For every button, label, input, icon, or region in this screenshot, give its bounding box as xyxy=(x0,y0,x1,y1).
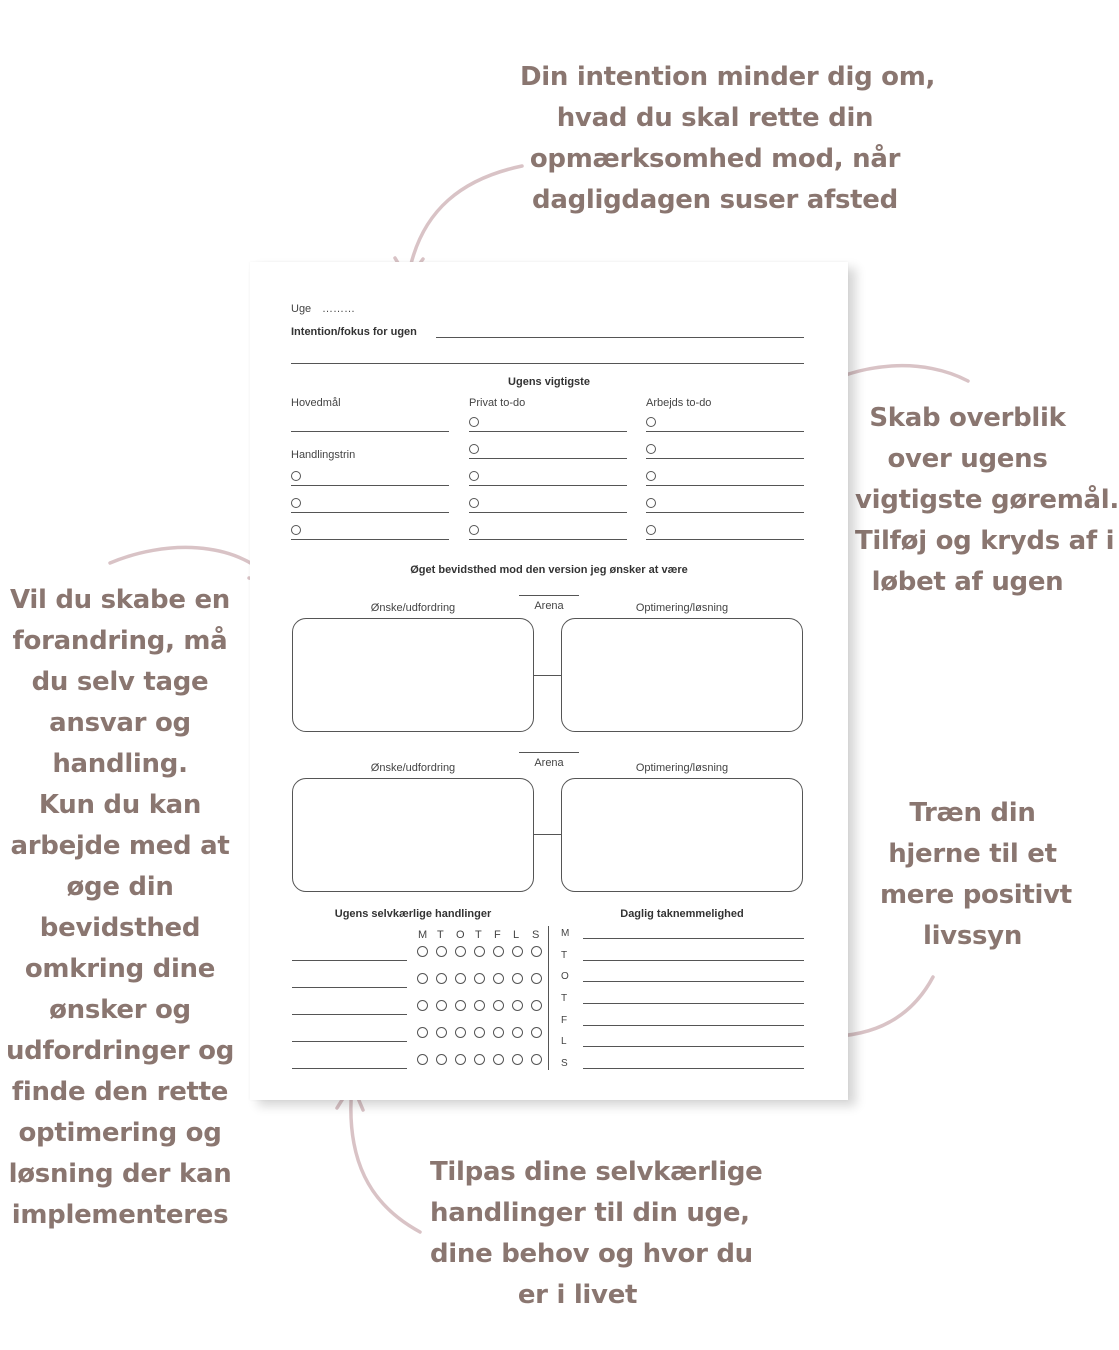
day-check-circle[interactable] xyxy=(474,1027,485,1038)
action-step-line[interactable] xyxy=(291,512,449,513)
checkbox-circle[interactable] xyxy=(469,444,479,454)
day-check-circle[interactable] xyxy=(512,946,523,957)
day-check-circle[interactable] xyxy=(512,1054,523,1065)
day-check-circle[interactable] xyxy=(493,1027,504,1038)
day-letter: L xyxy=(513,929,520,941)
checkbox-circle[interactable] xyxy=(469,525,479,535)
wish-label-1: Ønske/udfordring xyxy=(370,602,456,614)
goal-line[interactable] xyxy=(291,431,449,432)
gratitude-day-letter: L xyxy=(561,1036,567,1047)
arena-line-2[interactable] xyxy=(519,752,579,753)
todo-line[interactable] xyxy=(469,539,627,540)
callout-line: løsning der kan xyxy=(8,1159,232,1189)
work-todo-label: Arbejds to-do xyxy=(646,397,712,409)
todo-line[interactable] xyxy=(469,485,627,486)
day-check-circle[interactable] xyxy=(531,1054,542,1065)
day-check-circle[interactable] xyxy=(512,973,523,984)
day-check-circle[interactable] xyxy=(493,1054,504,1065)
gratitude-day-letter: S xyxy=(561,1058,568,1069)
gratitude-day-letter: T xyxy=(561,993,568,1004)
gratitude-line[interactable] xyxy=(583,960,804,961)
callout-line: vigtigste gøremål. xyxy=(855,485,1119,515)
day-check-circle[interactable] xyxy=(417,1027,428,1038)
action-steps-label: Handlingstrin xyxy=(291,449,356,461)
callout-line: handling. xyxy=(52,749,188,779)
callout-line: optimering og xyxy=(18,1118,222,1148)
callout-line: forandring, må xyxy=(12,626,228,656)
box-connector-1 xyxy=(534,675,561,676)
day-check-circle[interactable] xyxy=(531,973,542,984)
callout-line: er i livet xyxy=(517,1280,638,1310)
checkbox-circle[interactable] xyxy=(646,525,656,535)
checkbox-circle[interactable] xyxy=(469,471,479,481)
callout-gratitude xyxy=(880,793,1072,957)
callout-line: udfordringer og xyxy=(5,1036,235,1066)
day-check-circle[interactable] xyxy=(455,973,466,984)
checkbox-circle[interactable] xyxy=(469,498,479,508)
day-check-circle[interactable] xyxy=(436,1027,447,1038)
day-letter: O xyxy=(456,929,465,941)
day-check-circle[interactable] xyxy=(531,1027,542,1038)
selfcare-title: Ugens selvkærlige handlinger xyxy=(334,908,492,920)
callout-line: arbejde med at xyxy=(10,831,230,861)
day-check-circle[interactable] xyxy=(455,1027,466,1038)
gratitude-day-letter: M xyxy=(561,928,570,939)
todo-line[interactable] xyxy=(646,458,804,459)
checkbox-circle[interactable] xyxy=(646,471,656,481)
selfcare-line[interactable] xyxy=(292,1068,407,1069)
arena-label-2: Arena xyxy=(534,757,564,769)
week-label: Uge xyxy=(291,303,312,315)
callout-line: hjerne til et xyxy=(888,839,1057,869)
callout-line: hvad du skal rette din xyxy=(556,103,874,133)
callout-line: mere positivt xyxy=(880,880,1072,910)
gratitude-day-letter: F xyxy=(561,1015,568,1026)
optim-label-1: Optimering/løsning xyxy=(635,602,729,614)
callout-line: øge din xyxy=(66,872,174,902)
selfcare-line[interactable] xyxy=(292,1041,407,1042)
section-title-top-priorities: Ugens vigtigste xyxy=(508,376,590,388)
gratitude-title: Daglig taknemmelighed xyxy=(620,908,744,920)
day-letter: M xyxy=(418,929,428,941)
checkbox-circle[interactable] xyxy=(291,525,301,535)
callout-line: løbet af ugen xyxy=(871,567,1064,597)
arrow-to-selfcare xyxy=(351,1085,420,1232)
gratitude-line[interactable] xyxy=(583,1068,804,1069)
checkbox-circle[interactable] xyxy=(646,444,656,454)
callout-line: Kun du kan xyxy=(38,790,202,820)
gratitude-line[interactable] xyxy=(583,1046,804,1047)
optim-box-1[interactable] xyxy=(561,618,803,732)
gratitude-line[interactable] xyxy=(583,1025,804,1026)
callout-line: livssyn xyxy=(922,921,1023,951)
callout-line: Træn din xyxy=(909,798,1036,828)
callout-line: du selv tage xyxy=(31,667,209,697)
selfcare-line[interactable] xyxy=(292,960,407,961)
gratitude-line[interactable] xyxy=(583,981,804,982)
todo-line[interactable] xyxy=(469,512,627,513)
day-check-circle[interactable] xyxy=(493,973,504,984)
checkbox-circle[interactable] xyxy=(291,498,301,508)
day-letter: S xyxy=(532,929,540,941)
bottom-divider xyxy=(548,926,549,1070)
todo-line[interactable] xyxy=(646,512,804,513)
callout-line: Vil du skabe en xyxy=(10,585,230,615)
intention-line[interactable] xyxy=(436,337,804,338)
checkbox-circle[interactable] xyxy=(646,417,656,427)
goal-column-label: Hovedmål xyxy=(291,397,341,409)
callout-line: dagligdagen suser afsted xyxy=(532,185,898,215)
callout-overview xyxy=(855,398,1119,603)
box-connector-2 xyxy=(534,834,561,835)
action-step-line[interactable] xyxy=(291,539,449,540)
gratitude-day-letter: T xyxy=(561,950,568,961)
optim-box-2[interactable] xyxy=(561,778,803,892)
checkbox-circle[interactable] xyxy=(646,498,656,508)
day-check-circle[interactable] xyxy=(455,1000,466,1011)
day-check-circle[interactable] xyxy=(474,1054,485,1065)
day-check-circle[interactable] xyxy=(436,1000,447,1011)
day-check-circle[interactable] xyxy=(512,1000,523,1011)
callout-selfcare xyxy=(430,1152,763,1316)
action-step-line[interactable] xyxy=(291,485,449,486)
optim-label-2: Optimering/løsning xyxy=(635,762,729,774)
day-check-circle[interactable] xyxy=(531,946,542,957)
day-letter: T xyxy=(437,929,444,941)
gratitude-day-letter: O xyxy=(561,971,569,982)
day-check-circle[interactable] xyxy=(417,946,428,957)
wish-label-2: Ønske/udfordring xyxy=(370,762,456,774)
callout-line: implementeres xyxy=(11,1200,229,1230)
day-letter: F xyxy=(494,929,501,941)
day-check-circle[interactable] xyxy=(417,1054,428,1065)
callout-line: finde den rette xyxy=(11,1077,229,1107)
day-check-circle[interactable] xyxy=(436,1054,447,1065)
callout-line: Tilføj og kryds af i xyxy=(855,526,1115,556)
private-todo-label: Privat to-do xyxy=(469,397,526,409)
week-number-field[interactable]: ……… xyxy=(322,303,355,315)
day-check-circle[interactable] xyxy=(493,1000,504,1011)
planner-sheet xyxy=(250,262,848,1100)
arrow-to-awareness xyxy=(110,547,272,580)
todo-line[interactable] xyxy=(469,431,627,432)
checkbox-circle[interactable] xyxy=(291,471,301,481)
callout-line: over ugens xyxy=(887,444,1048,474)
callout-line: ansvar og xyxy=(49,708,191,738)
callout-change xyxy=(0,580,240,1236)
day-check-circle[interactable] xyxy=(512,1027,523,1038)
callout-line: dine behov og hvor du xyxy=(430,1239,753,1269)
day-check-circle[interactable] xyxy=(417,973,428,984)
callout-line: bevidsthed xyxy=(39,913,201,943)
selfcare-line[interactable] xyxy=(292,1014,407,1015)
selfcare-line[interactable] xyxy=(292,987,407,988)
day-letter: T xyxy=(475,929,482,941)
day-check-circle[interactable] xyxy=(417,1000,428,1011)
callout-line: Skab overblik xyxy=(869,403,1066,433)
day-check-circle[interactable] xyxy=(436,973,447,984)
callout-line: Tilpas dine selvkærlige xyxy=(430,1157,763,1187)
day-check-circle[interactable] xyxy=(455,1054,466,1065)
arena-label-1: Arena xyxy=(534,600,564,612)
callout-line: Din intention minder dig om, xyxy=(520,62,936,92)
callout-line: opmærksomhed mod, når xyxy=(529,144,901,174)
callout-line: ønsker og xyxy=(49,995,191,1025)
todo-line[interactable] xyxy=(646,485,804,486)
gratitude-line[interactable] xyxy=(583,938,804,939)
section-title-awareness: Øget bevidsthed mod den version jeg ønsker at være xyxy=(410,564,688,576)
callout-line: omkring dine xyxy=(24,954,216,984)
day-check-circle[interactable] xyxy=(531,1000,542,1011)
intention-label: Intention/fokus for ugen xyxy=(291,326,417,338)
checkbox-circle[interactable] xyxy=(469,417,479,427)
callout-intention xyxy=(520,57,936,221)
day-check-circle[interactable] xyxy=(436,946,447,957)
day-check-circle[interactable] xyxy=(474,1000,485,1011)
gratitude-line[interactable] xyxy=(583,1003,804,1004)
todo-line[interactable] xyxy=(646,431,804,432)
todo-line[interactable] xyxy=(469,458,627,459)
callout-line: handlinger til din uge, xyxy=(430,1198,750,1228)
day-check-circle[interactable] xyxy=(493,946,504,957)
day-check-circle[interactable] xyxy=(474,946,485,957)
todo-line[interactable] xyxy=(646,539,804,540)
day-check-circle[interactable] xyxy=(455,946,466,957)
wish-box-2[interactable] xyxy=(292,778,534,892)
day-check-circle[interactable] xyxy=(474,973,485,984)
wish-box-1[interactable] xyxy=(292,618,534,732)
intention-line-2[interactable] xyxy=(291,363,804,364)
arena-line-1[interactable] xyxy=(519,595,579,596)
